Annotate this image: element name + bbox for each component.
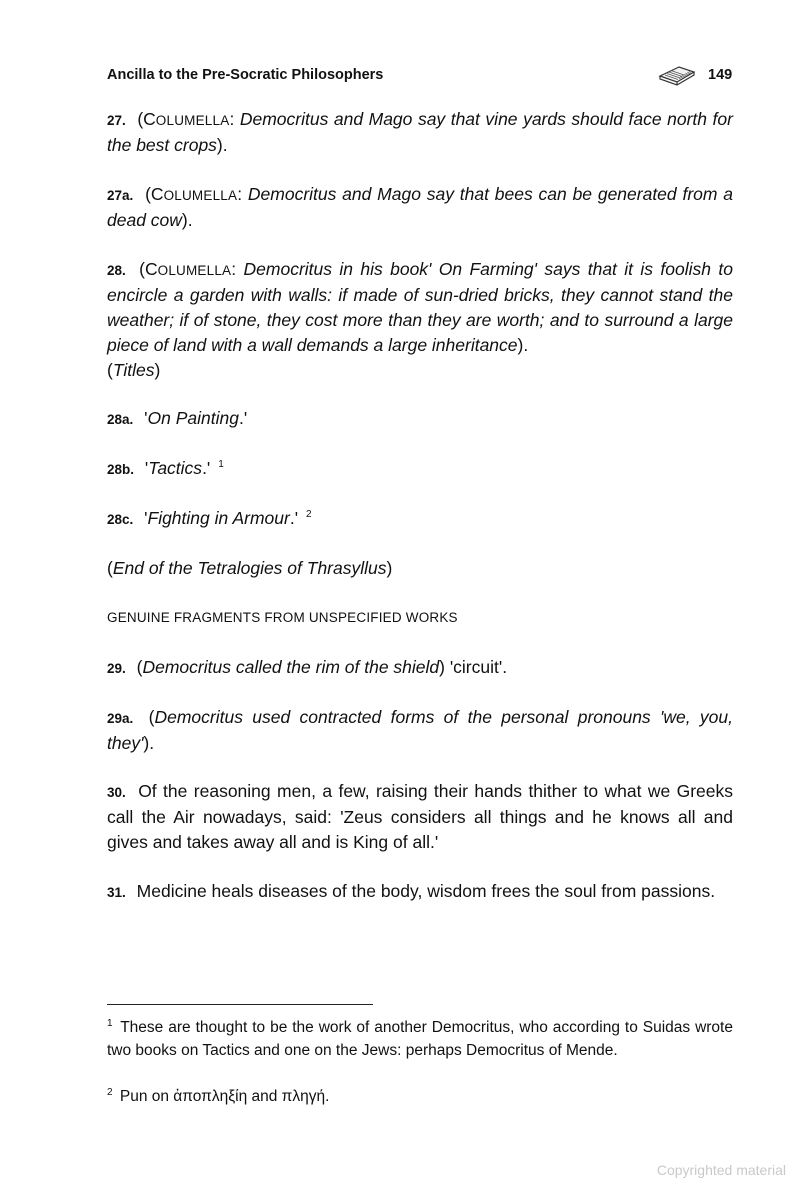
source-name: OLUMELLA	[157, 263, 232, 278]
open-book-icon	[657, 64, 697, 90]
footnote-text: These are thought to be the work of another Democritus, who according to Suidas wrote two books on Tactics and one on the Jews: perhaps Democritus of Mende.	[107, 1019, 733, 1059]
fragment-28: 28. (COLUMELLA: Democritus in his book' On Farming' says that it is foolish to encircle a garden with walls: if made of sun-dried bricks, they cannot stand the weather; if of stone, they cost more than they are worth; and to surround a large piece of land with a wall demands a large inheritance). (Titles)	[107, 259, 733, 380]
fragment-28b: 28b. 'Tactics.' $^1$	[107, 458, 224, 478]
fragment-28a: 28a. 'On Painting.'	[107, 408, 248, 428]
fragment-number: 28.	[107, 263, 126, 278]
fragment-number: 27.	[107, 113, 126, 128]
fragment-text: Of the reasoning men, a few, raising their hands thither to what we Greeks call the Air nowadays, said: 'Zeus considers all things and he knows all and gives and takes away all and is King of all.'	[107, 781, 733, 852]
footnote-mark: 2	[107, 1086, 113, 1098]
fragment-text: Tactics	[148, 458, 203, 478]
fragment-27: 27. (COLUMELLA: Democritus and Mago say that vine yards should face north for the best crops).	[107, 109, 733, 155]
fragment-30	[107, 779, 733, 855]
titles-label: Titles	[112, 360, 155, 380]
fragment-text: Democritus in his book' On Farming' says that it is foolish to encircle a garden with walls: if made of sun-dried bricks, they cannot stand the weather; if of stone, they cost more than they are worth; and to surround a large piece of land with a wall demands a large inheritance	[107, 259, 733, 355]
source-name: OLUMELLA	[155, 113, 230, 128]
footnote-1	[107, 1016, 733, 1062]
fragment-28c: 28c. 'Fighting in Armour.' $^2$	[107, 508, 312, 528]
fragment-text: Fighting in Armour	[147, 508, 290, 528]
fragment-number: 29a.	[107, 711, 134, 726]
footnote-text: Pun on ἀποπληξίη and πληγή.	[119, 1088, 330, 1105]
section-heading: GENUINE FRAGMENTS FROM UNSPECIFIED WORKS	[107, 610, 458, 625]
fragment-number: 29.	[107, 661, 126, 676]
fragment-29a: 29a. (Democritus used contracted forms of the personal pronouns 'we, you, they').	[107, 707, 733, 753]
footnote-divider	[107, 1004, 373, 1005]
fragment-text: On Painting	[147, 408, 239, 428]
footnote-ref[interactable]: 2	[306, 509, 312, 521]
fragment-text: Democritus used contracted forms of the personal pronouns 'we, you, they'	[107, 707, 733, 753]
running-header-title: Ancilla to the Pre-Socratic Philosophers	[107, 67, 384, 83]
fragment-27a: 27a. (COLUMELLA: Democritus and Mago say that bees can be generated from a dead cow).	[107, 184, 733, 230]
footnote-ref[interactable]: 1	[218, 459, 224, 471]
copyright-watermark: Copyrighted material	[656, 1162, 786, 1178]
fragment-number: 28c.	[107, 512, 134, 527]
fragment-text: Democritus and Mago say that bees can be generated from a dead cow	[107, 184, 733, 230]
fragment-text: Democritus and Mago say that vine yards should face north for the best crops	[107, 109, 733, 155]
source-name: OLUMELLA	[163, 188, 238, 203]
page-number: 149	[708, 67, 733, 83]
fragment-number: 28a.	[107, 412, 134, 427]
fragment-31	[107, 879, 733, 905]
footnote-mark: 1	[107, 1017, 113, 1029]
fragment-text: Democritus called the rim of the shield	[142, 657, 440, 677]
fragment-29: 29. (Democritus called the rim of the shield) 'circuit'.	[107, 657, 508, 677]
fragment-text: Medicine heals diseases of the body, wisdom frees the soul from passions.	[136, 881, 716, 901]
fragment-number: 31.	[107, 885, 126, 900]
tetralogies-text: End of the Tetralogies of Thrasyllus	[112, 558, 387, 578]
footnote-2	[107, 1085, 733, 1108]
fragment-number: 30.	[107, 785, 126, 800]
fragment-number: 27a.	[107, 188, 134, 203]
fragment-number: 28b.	[107, 462, 135, 477]
tetralogies-note: (End of the Tetralogies of Thrasyllus)	[107, 558, 393, 578]
